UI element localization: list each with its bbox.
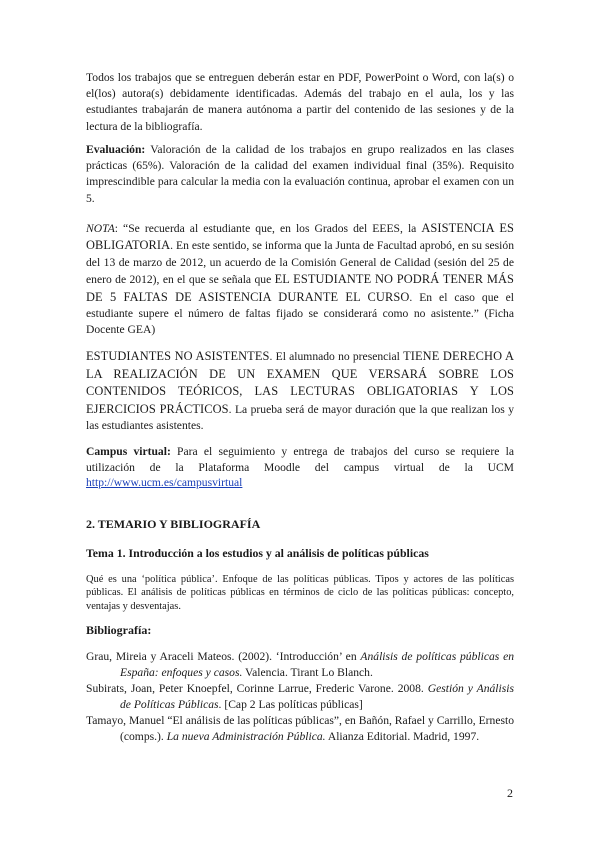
evaluacion-label: Evaluación: xyxy=(86,143,146,156)
tema-heading: Tema 1. Introducción a los estudios y al análisis de políticas públicas xyxy=(86,546,429,560)
nota-text-1: : “Se recuerda al estudiante que, en los Grados del EEES, la xyxy=(114,222,422,235)
no-asistentes-text-1: . El alumnado no presencial xyxy=(269,350,404,363)
no-asistentes-caps-2: TIENE DERECHO A LA REALIZACIÓN DE UN EXAMEN QUE VERSARÁ SOBRE LOS CONTENIDOS TEÓRICOS, LAS LECTURAS OBLIGATORIAS Y LOS EJERCICIOS PRÁCTICOS xyxy=(86,349,514,416)
nota-text-2: . En este sentido, se informa que la Junta de Facultad aprobó, en su sesión del 13 de marzo de 2012, un acuerdo de la Comisión General de Calidad (sesión del 25 de enero de 2012), en el que se señala que xyxy=(86,239,514,287)
section-heading: 2. TEMARIO Y BIBLIOGRAFÍA xyxy=(86,517,261,531)
reference-item: Tamayo, Manuel “El análisis de las políticas públicas”, en Bañón, Rafael y Carrillo, Ernesto (comps.). La nueva Administración Pública. Alianza Editorial. Madrid, 1997. xyxy=(86,714,514,743)
nota-caps-1: ASISTENCIA ES OBLIGATORIA xyxy=(86,221,514,253)
no-asistentes-text-2: . La prueba será de mayor duración que la que realizan los y las estudiantes asistentes. xyxy=(86,402,515,433)
tema-summary: Qué es una ‘política pública’. Enfoque de las políticas públicas. Tipos y actores de las políticas públicas. El análisis de políticas públicas en términos de ciclo de las políticas públicas: concepto, ventajas y desventajas. xyxy=(86,574,514,612)
campus-virtual-link[interactable]: http://www.ucm.es/campusvirtual xyxy=(86,476,243,490)
campus-label: Campus virtual: xyxy=(86,445,171,458)
paragraph-evaluacion xyxy=(86,142,514,207)
nota-caps-2: EL ESTUDIANTE NO PODRÁ TENER MÁS DE 5 FALTAS DE ASISTENCIA DURANTE EL CURSO xyxy=(86,272,514,304)
reference-item: Subirats, Joan, Peter Knoepfel, Corinne Larrue, Frederic Varone. 2008. Gestión y Análisis de Políticas Públicas. [Cap 2 Las políticas públicas] xyxy=(86,682,514,711)
reference-item: Grau, Mireia y Araceli Mateos. (2002). ‘Introducción’ en Análisis de políticas públicas en España: enfoques y casos. Valencia. Tirant Lo Blanch. xyxy=(86,650,515,679)
bibliografia-heading: Bibliografía: xyxy=(86,623,152,637)
paragraph-nota xyxy=(86,220,514,339)
no-asistentes-caps-1: ESTUDIANTES NO ASISTENTES xyxy=(86,349,270,363)
nota-text-3: . En el caso que el estudiante supere el número de faltas fijado se considerará como no asistente.” (Ficha Docente GEA) xyxy=(86,290,514,337)
paragraph-campus-virtual xyxy=(86,444,514,491)
paragraph-no-asistentes xyxy=(86,348,514,435)
evaluacion-text: Valoración de la calidad de los trabajos en grupo realizados en las clases prácticas (65%). Valoración de la calidad del examen individual final (35%). Requisito imprescindible para calcular la media con la evaluación continua, aprobar el examen con un 5. xyxy=(86,143,514,205)
paragraph-trabajos: Todos los trabajos que se entreguen deberán estar en PDF, PowerPoint o Word, con la(s) o el(los) autora(s) debidamente identificadas. Además del trabajo en el aula, los y las estudiantes trabajarán de manera autónoma a partir del contenido de las sesiones y de la lectura de la bibliografía. xyxy=(86,71,514,133)
page-number: 2 xyxy=(507,786,513,800)
campus-text: Para el seguimiento y entrega de trabajos del curso se requiere la utilización de la Plataforma Moodle del campus virtual de la UCM xyxy=(86,445,514,474)
nota-label: NOTA xyxy=(86,222,115,235)
